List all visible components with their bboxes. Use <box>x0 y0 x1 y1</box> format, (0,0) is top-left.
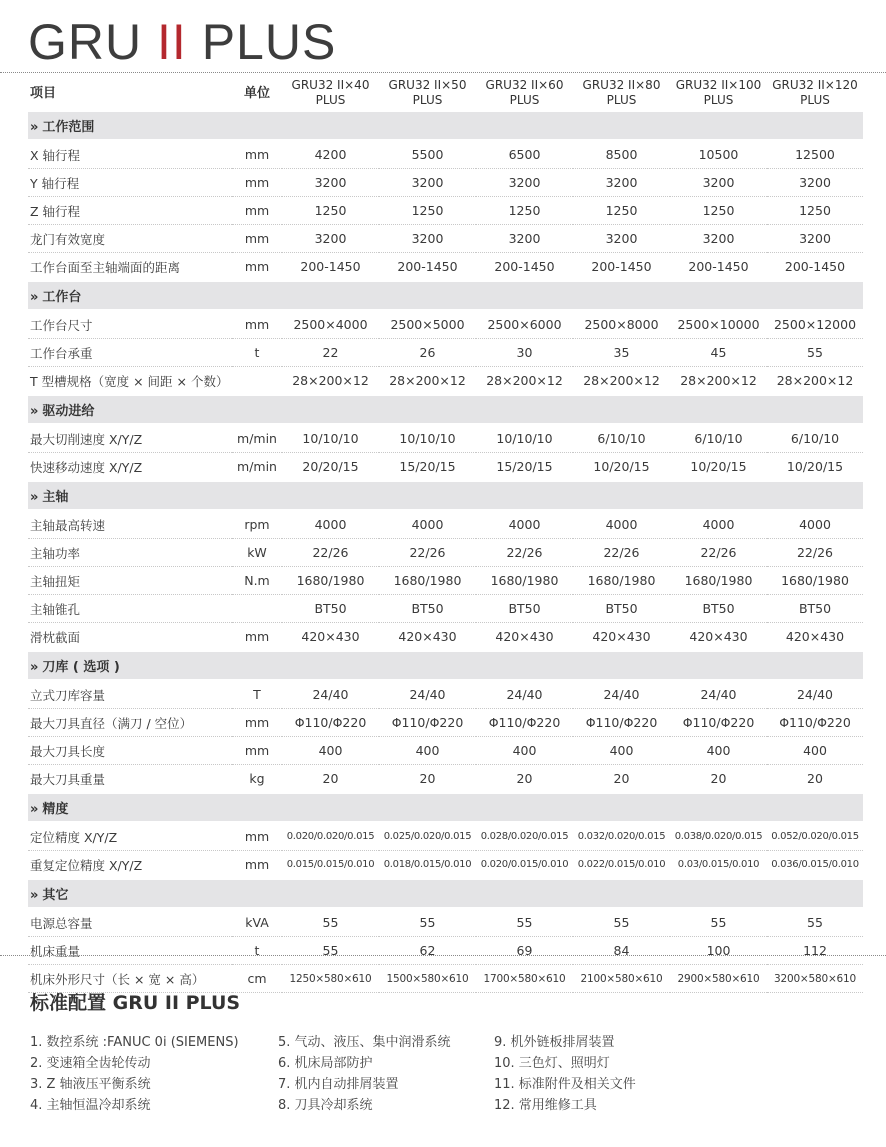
row-value: 1680/1980 <box>573 567 670 595</box>
table-row <box>28 623 863 652</box>
row-value: 2500×8000 <box>573 310 670 339</box>
row-value: 0.025/0.020/0.015 <box>379 822 476 851</box>
row-label: 主轴最高转速 <box>28 510 232 539</box>
spec-body <box>28 111 863 993</box>
section-header-row <box>28 879 863 908</box>
row-value: 0.015/0.015/0.010 <box>282 851 379 880</box>
section-header-row <box>28 281 863 310</box>
row-value: 20 <box>573 765 670 794</box>
row-unit <box>232 595 282 623</box>
row-value: 10/10/10 <box>282 424 379 453</box>
table-row <box>28 339 863 367</box>
row-value: 400 <box>670 737 767 765</box>
section-header-row <box>28 793 863 822</box>
standard-list-col2 <box>278 1032 451 1116</box>
row-label: 工作台面至主轴端面的距离 <box>28 253 232 282</box>
row-unit: kg <box>232 765 282 794</box>
row-unit: mm <box>232 851 282 880</box>
row-unit: kW <box>232 539 282 567</box>
row-value: 1250 <box>379 197 476 225</box>
title-accent: II <box>157 14 187 70</box>
chevron-right-icon: » <box>30 660 39 675</box>
row-value: 2500×10000 <box>670 310 767 339</box>
row-value: 24/40 <box>282 680 379 709</box>
row-value: 20 <box>282 765 379 794</box>
row-value: 26 <box>379 339 476 367</box>
row-value: 4000 <box>379 510 476 539</box>
table-row <box>28 169 863 197</box>
row-value: 15/20/15 <box>379 453 476 482</box>
row-value: 22/26 <box>573 539 670 567</box>
row-value: 420×430 <box>282 623 379 652</box>
row-value: 28×200×12 <box>282 367 379 396</box>
row-label: 定位精度 X/Y/Z <box>28 822 232 851</box>
list-item: 8. 刀具冷却系统 <box>278 1098 373 1113</box>
row-value: 55 <box>282 937 379 965</box>
row-value: 3200 <box>282 225 379 253</box>
row-value: 1500×580×610 <box>379 965 476 993</box>
row-unit: m/min <box>232 453 282 482</box>
row-value: 15/20/15 <box>476 453 573 482</box>
row-value: 5500 <box>379 140 476 169</box>
row-value: 3200 <box>379 169 476 197</box>
chevron-right-icon: » <box>30 290 39 305</box>
row-value: 2500×6000 <box>476 310 573 339</box>
row-value: 28×200×12 <box>476 367 573 396</box>
table-row <box>28 424 863 453</box>
title-main: GRU <box>28 14 157 70</box>
row-label: 最大刀具直径（满刀 / 空位） <box>28 709 232 737</box>
row-value: 1250 <box>767 197 863 225</box>
row-value: Φ110/Φ220 <box>282 709 379 737</box>
list-item: 7. 机内自动排屑装置 <box>278 1077 399 1092</box>
row-label: 滑枕截面 <box>28 623 232 652</box>
row-value: 24/40 <box>767 680 863 709</box>
row-value: 20 <box>476 765 573 794</box>
row-value: 55 <box>767 339 863 367</box>
row-value: 400 <box>767 737 863 765</box>
row-value: 420×430 <box>767 623 863 652</box>
section-header-row <box>28 395 863 424</box>
row-value: 22/26 <box>379 539 476 567</box>
row-unit <box>232 367 282 396</box>
row-value: 20 <box>379 765 476 794</box>
row-unit: mm <box>232 197 282 225</box>
row-label: X 轴行程 <box>28 140 232 169</box>
row-value: 35 <box>573 339 670 367</box>
header-model: GRU32 II×100 PLUS <box>675 78 762 107</box>
row-value: 112 <box>767 937 863 965</box>
section-title: 工作台 <box>42 290 82 305</box>
row-value: 2500×5000 <box>379 310 476 339</box>
row-unit: mm <box>232 623 282 652</box>
row-value: 420×430 <box>670 623 767 652</box>
row-value: 20/20/15 <box>282 453 379 482</box>
row-value: 3200 <box>379 225 476 253</box>
list-item: 11. 标准附件及相关文件 <box>494 1077 636 1092</box>
row-value: 3200 <box>767 225 863 253</box>
row-value: 45 <box>670 339 767 367</box>
row-label: 机床重量 <box>28 937 232 965</box>
table-row <box>28 510 863 539</box>
header-item: 项目 <box>30 85 57 101</box>
row-value: 1680/1980 <box>282 567 379 595</box>
row-value: 1680/1980 <box>476 567 573 595</box>
row-value: Φ110/Φ220 <box>670 709 767 737</box>
row-value: 22/26 <box>282 539 379 567</box>
row-value: 22 <box>282 339 379 367</box>
row-value: 24/40 <box>476 680 573 709</box>
row-unit: mm <box>232 253 282 282</box>
section-header <box>28 481 863 510</box>
row-value: 100 <box>670 937 767 965</box>
row-value: 22/26 <box>476 539 573 567</box>
row-label: 主轴功率 <box>28 539 232 567</box>
row-value: 6/10/10 <box>670 424 767 453</box>
section-header <box>28 395 863 424</box>
row-label: 龙门有效宽度 <box>28 225 232 253</box>
spec-table <box>28 76 863 993</box>
list-item: 5. 气动、液压、集中润滑系统 <box>278 1035 451 1050</box>
row-value: 0.038/0.020/0.015 <box>670 822 767 851</box>
top-divider <box>0 72 886 73</box>
row-unit: t <box>232 339 282 367</box>
row-value: 200-1450 <box>670 253 767 282</box>
row-value: 4000 <box>282 510 379 539</box>
row-value: 0.020/0.020/0.015 <box>282 822 379 851</box>
row-unit: T <box>232 680 282 709</box>
table-row <box>28 140 863 169</box>
section-header <box>28 793 863 822</box>
row-unit: m/min <box>232 424 282 453</box>
standard-list-col1 <box>30 1032 239 1116</box>
row-value: 24/40 <box>670 680 767 709</box>
row-value: 10/20/15 <box>767 453 863 482</box>
section-title: 精度 <box>42 802 69 817</box>
row-value: 0.020/0.015/0.010 <box>476 851 573 880</box>
row-unit: cm <box>232 965 282 993</box>
row-value: 0.022/0.015/0.010 <box>573 851 670 880</box>
list-item: 4. 主轴恒温冷却系统 <box>30 1098 151 1113</box>
row-value: 4000 <box>670 510 767 539</box>
row-value: 420×430 <box>476 623 573 652</box>
row-value: BT50 <box>379 595 476 623</box>
row-value: 24/40 <box>573 680 670 709</box>
row-unit: mm <box>232 822 282 851</box>
row-value: 200-1450 <box>476 253 573 282</box>
row-label: 机床外形尺寸（长 × 宽 × 高） <box>28 965 232 993</box>
row-value: 12500 <box>767 140 863 169</box>
row-value: 200-1450 <box>573 253 670 282</box>
row-label: Z 轴行程 <box>28 197 232 225</box>
row-value: 3200 <box>573 169 670 197</box>
section-header <box>28 651 863 680</box>
section-header <box>28 111 863 140</box>
row-unit: mm <box>232 225 282 253</box>
section-title: 其它 <box>42 888 69 903</box>
row-unit: kVA <box>232 908 282 937</box>
header-unit: 单位 <box>243 85 270 101</box>
list-item: 2. 变速箱全齿轮传动 <box>30 1056 151 1071</box>
list-item: 1. 数控系统 :FANUC 0i (SIEMENS) <box>30 1035 239 1050</box>
row-value: 3200 <box>476 225 573 253</box>
row-value: 4200 <box>282 140 379 169</box>
row-value: 3200 <box>767 169 863 197</box>
row-value: 0.036/0.015/0.010 <box>767 851 863 880</box>
row-value: Φ110/Φ220 <box>476 709 573 737</box>
row-value: 55 <box>767 908 863 937</box>
row-value: 420×430 <box>379 623 476 652</box>
table-row <box>28 567 863 595</box>
chevron-right-icon: » <box>30 120 39 135</box>
chevron-right-icon: » <box>30 404 39 419</box>
row-unit: mm <box>232 169 282 197</box>
section-title: 工作范围 <box>42 120 95 135</box>
row-label: 最大刀具长度 <box>28 737 232 765</box>
section-header <box>28 879 863 908</box>
table-row <box>28 595 863 623</box>
row-label: 电源总容量 <box>28 908 232 937</box>
row-value: 3200 <box>573 225 670 253</box>
row-value: 2500×12000 <box>767 310 863 339</box>
standard-list-col3 <box>494 1032 636 1116</box>
row-value: 2900×580×610 <box>670 965 767 993</box>
table-row <box>28 453 863 482</box>
list-item: 10. 三色灯、照明灯 <box>494 1056 610 1071</box>
row-value: 55 <box>670 908 767 937</box>
row-value: 6500 <box>476 140 573 169</box>
row-value: 6/10/10 <box>573 424 670 453</box>
row-value: 55 <box>379 908 476 937</box>
row-value: 1250×580×610 <box>282 965 379 993</box>
row-label: 重复定位精度 X/Y/Z <box>28 851 232 880</box>
row-value: 1680/1980 <box>670 567 767 595</box>
table-row <box>28 539 863 567</box>
row-value: 22/26 <box>767 539 863 567</box>
row-label: 立式刀库容量 <box>28 680 232 709</box>
table-row <box>28 737 863 765</box>
row-value: BT50 <box>573 595 670 623</box>
section-header-row <box>28 111 863 140</box>
header-model: GRU32 II×120 PLUS <box>772 78 858 107</box>
section-header-row <box>28 481 863 510</box>
row-value: 2500×4000 <box>282 310 379 339</box>
row-value: 0.03/0.015/0.010 <box>670 851 767 880</box>
row-value: 2100×580×610 <box>573 965 670 993</box>
row-value: 28×200×12 <box>379 367 476 396</box>
row-value: 10/20/15 <box>670 453 767 482</box>
row-value: 1250 <box>670 197 767 225</box>
header-model: GRU32 II×80 PLUS <box>582 78 661 107</box>
row-value: 1700×580×610 <box>476 965 573 993</box>
row-value: 400 <box>379 737 476 765</box>
row-value: 200-1450 <box>282 253 379 282</box>
section-header-row <box>28 651 863 680</box>
row-value: 28×200×12 <box>767 367 863 396</box>
list-item: 9. 机外链板排屑装置 <box>494 1035 615 1050</box>
row-value: 200-1450 <box>767 253 863 282</box>
section-header <box>28 281 863 310</box>
row-value: 3200×580×610 <box>767 965 863 993</box>
row-value: 200-1450 <box>379 253 476 282</box>
row-value: 4000 <box>767 510 863 539</box>
header-model: GRU32 II×60 PLUS <box>485 78 564 107</box>
row-label: 主轴扭矩 <box>28 567 232 595</box>
section-title: 刀库 ( 选项 ) <box>42 660 120 675</box>
row-value: 6/10/10 <box>767 424 863 453</box>
row-value: 1250 <box>573 197 670 225</box>
row-value: 4000 <box>476 510 573 539</box>
row-value: Φ110/Φ220 <box>379 709 476 737</box>
header-model: GRU32 II×50 PLUS <box>388 78 467 107</box>
row-value: 30 <box>476 339 573 367</box>
row-value: Φ110/Φ220 <box>767 709 863 737</box>
row-label: Y 轴行程 <box>28 169 232 197</box>
bottom-divider <box>0 955 886 956</box>
row-value: 3200 <box>670 169 767 197</box>
row-value: 10500 <box>670 140 767 169</box>
header-model: GRU32 II×40 PLUS <box>291 78 370 107</box>
table-row <box>28 310 863 339</box>
row-value: 10/10/10 <box>379 424 476 453</box>
row-value: 8500 <box>573 140 670 169</box>
row-value: 420×430 <box>573 623 670 652</box>
row-value: 10/10/10 <box>476 424 573 453</box>
table-row <box>28 908 863 937</box>
row-label: 工作台尺寸 <box>28 310 232 339</box>
row-value: 400 <box>573 737 670 765</box>
table-header-row <box>28 76 863 111</box>
row-value: 20 <box>767 765 863 794</box>
row-value: 1680/1980 <box>379 567 476 595</box>
row-unit: mm <box>232 310 282 339</box>
row-value: 28×200×12 <box>573 367 670 396</box>
row-value: 22/26 <box>670 539 767 567</box>
page-title <box>28 14 336 70</box>
table-row <box>28 822 863 851</box>
row-value: 69 <box>476 937 573 965</box>
table-row <box>28 765 863 794</box>
row-label: 快速移动速度 X/Y/Z <box>28 453 232 482</box>
row-label: T 型槽规格（宽度 × 间距 × 个数） <box>28 367 232 396</box>
title-tail: PLUS <box>186 14 337 70</box>
row-value: 55 <box>573 908 670 937</box>
row-label: 最大切削速度 X/Y/Z <box>28 424 232 453</box>
table-row <box>28 680 863 709</box>
row-value: 0.052/0.020/0.015 <box>767 822 863 851</box>
row-value: 84 <box>573 937 670 965</box>
list-item: 3. Z 轴液压平衡系统 <box>30 1077 151 1092</box>
row-value: 1680/1980 <box>767 567 863 595</box>
chevron-right-icon: » <box>30 888 39 903</box>
row-value: BT50 <box>670 595 767 623</box>
table-row <box>28 709 863 737</box>
row-value: BT50 <box>282 595 379 623</box>
standard-config-title: 标准配置 GRU II PLUS <box>30 992 241 1014</box>
section-title: 主轴 <box>42 490 69 505</box>
table-row <box>28 225 863 253</box>
row-value: 0.018/0.015/0.010 <box>379 851 476 880</box>
row-unit: rpm <box>232 510 282 539</box>
table-row <box>28 253 863 282</box>
row-value: 55 <box>282 908 379 937</box>
table-row <box>28 197 863 225</box>
row-value: 3200 <box>476 169 573 197</box>
table-row <box>28 367 863 396</box>
row-value: 1250 <box>476 197 573 225</box>
row-value: 55 <box>476 908 573 937</box>
row-value: 4000 <box>573 510 670 539</box>
row-value: 62 <box>379 937 476 965</box>
row-unit: mm <box>232 709 282 737</box>
row-unit: t <box>232 937 282 965</box>
row-label: 工作台承重 <box>28 339 232 367</box>
row-value: 0.032/0.020/0.015 <box>573 822 670 851</box>
row-value: BT50 <box>767 595 863 623</box>
row-value: 28×200×12 <box>670 367 767 396</box>
row-value: 24/40 <box>379 680 476 709</box>
row-value: 0.028/0.020/0.015 <box>476 822 573 851</box>
row-label: 最大刀具重量 <box>28 765 232 794</box>
row-value: 3200 <box>670 225 767 253</box>
row-value: 20 <box>670 765 767 794</box>
row-value: BT50 <box>476 595 573 623</box>
row-value: 3200 <box>282 169 379 197</box>
row-value: 10/20/15 <box>573 453 670 482</box>
row-unit: mm <box>232 737 282 765</box>
list-item: 12. 常用维修工具 <box>494 1098 597 1113</box>
row-value: Φ110/Φ220 <box>573 709 670 737</box>
table-row <box>28 851 863 880</box>
row-label: 主轴锥孔 <box>28 595 232 623</box>
chevron-right-icon: » <box>30 490 39 505</box>
list-item: 6. 机床局部防护 <box>278 1056 373 1071</box>
row-value: 400 <box>476 737 573 765</box>
table-row <box>28 937 863 965</box>
section-title: 驱动进给 <box>42 404 95 419</box>
row-value: 1250 <box>282 197 379 225</box>
row-unit: mm <box>232 140 282 169</box>
row-value: 400 <box>282 737 379 765</box>
row-unit: N.m <box>232 567 282 595</box>
chevron-right-icon: » <box>30 802 39 817</box>
